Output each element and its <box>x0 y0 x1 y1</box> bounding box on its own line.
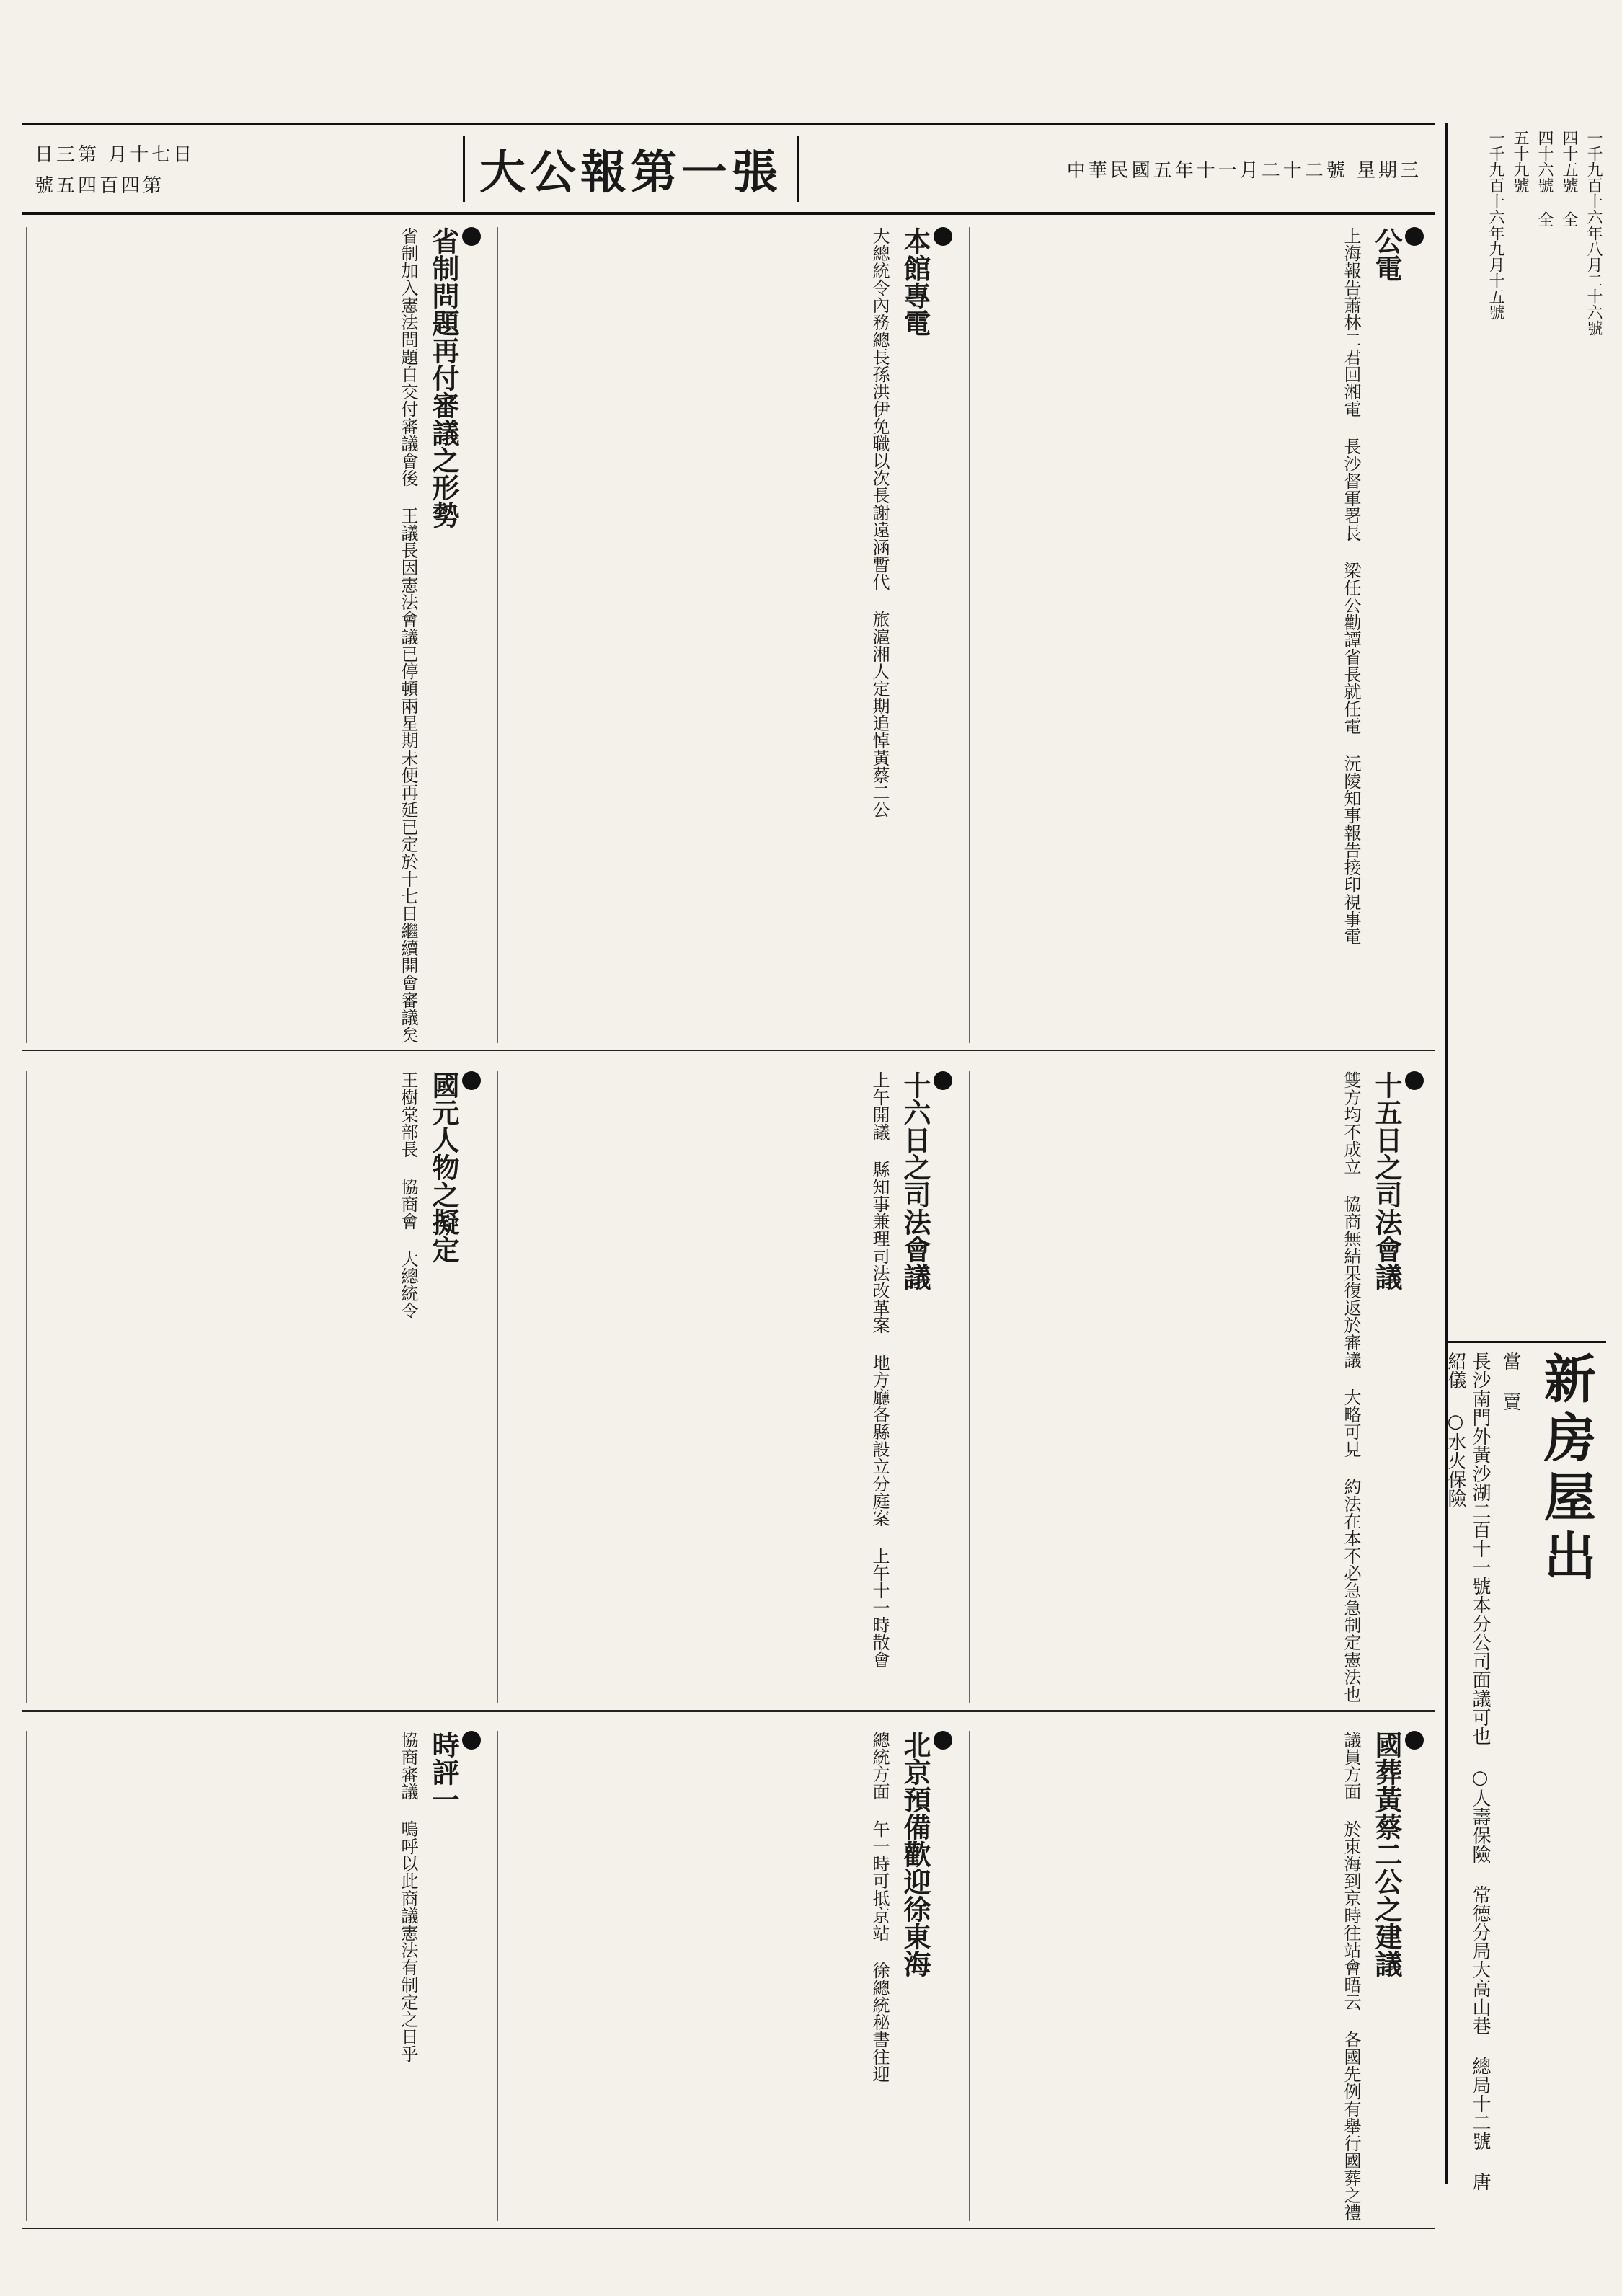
masthead-right-date: 中華民國五年十一月二十二號 星期三 <box>1066 159 1422 182</box>
article-headline: 時評一 <box>427 1731 460 1813</box>
notice-item: 四十五號 全 <box>1560 130 1578 227</box>
article-judicial-16 <box>497 1071 959 1703</box>
masthead-issue: 號五四百四第 <box>35 175 165 197</box>
article-body: 總統方面 午一時可抵京站 徐總統秘書往迎 <box>869 1731 890 2083</box>
article-commentary <box>26 1731 487 2221</box>
notice-item: 一千九百十六年八月二十六號 <box>1585 130 1603 336</box>
article-headline: 省制問題再付審議之形勢 <box>427 227 460 528</box>
bullet-icon <box>934 1731 952 1750</box>
bullet-icon <box>1405 227 1424 246</box>
right-panel <box>1445 123 1606 2191</box>
bullet-icon <box>1405 1071 1424 1090</box>
article-body: 上海報告蕭林二君回湘電 長沙督軍署長 梁任公勸譚省長就任電 沅陵知事報告接印視事電 <box>1341 227 1361 945</box>
article-special-dispatch <box>497 227 959 1043</box>
article-body: 省制加入憲法問題自交付審議會後 王議長因憲法會議已停頓兩星期未便再延已定於十七日繼續開會審議矣 <box>398 227 418 1043</box>
notice-item: 五十九號 <box>1511 130 1529 193</box>
notice-item: 一千九百十六年九月十五號 <box>1486 130 1504 320</box>
notice-item: 四十六號 全 <box>1535 130 1554 227</box>
masthead-right-info <box>1054 156 1435 182</box>
article-headline: 國葬黃蔡二公之建議 <box>1370 1731 1403 1977</box>
top-band <box>22 220 1435 1052</box>
article-judicial-15 <box>969 1071 1430 1703</box>
masthead <box>22 123 1435 215</box>
advertisement <box>1445 1343 1606 2211</box>
masthead-left-info <box>22 140 208 198</box>
newspaper-page <box>22 123 1604 2221</box>
article-welcome-xu <box>497 1731 959 2221</box>
article-headline: 北京預備歡迎徐東海 <box>899 1731 931 1977</box>
article-body: 大總統令內務總長孫洪伊免職以次長謝遠涵暫代 旅滬湘人定期追悼黃蔡二公 <box>869 227 890 818</box>
masthead-left-date: 日三第 月十七日 <box>35 144 195 166</box>
article-body: 議員方面 於東海到京時往站會晤云 各國先例有舉行國葬之禮 <box>1341 1731 1361 2221</box>
bottom-band <box>22 1724 1435 2230</box>
article-headline: 公電 <box>1370 227 1403 282</box>
article-cabinet-picks <box>26 1071 487 1703</box>
article-provincial-system <box>26 227 487 1043</box>
article-telegram <box>969 227 1430 1043</box>
article-headline: 十五日之司法會議 <box>1370 1071 1403 1290</box>
article-grid <box>22 220 1435 2221</box>
ad-title: 新房屋出 <box>1535 1352 1597 1588</box>
bullet-icon <box>1405 1731 1424 1750</box>
notice-listing <box>1448 123 1606 1343</box>
article-state-funeral <box>969 1731 1430 2221</box>
article-body: 上午開議 縣知事兼理司法改革案 地方廳各縣設立分庭案 上午十一時散會 <box>869 1071 890 1668</box>
article-headline: 本館專電 <box>899 227 931 337</box>
bullet-icon <box>462 227 481 246</box>
article-body: 王樹棠部長 協商會 大總統令 <box>398 1071 418 1319</box>
article-headline: 十六日之司法會議 <box>899 1071 931 1290</box>
bullet-icon <box>462 1071 481 1090</box>
ad-body: 長沙南門外黃沙湖二百十一號本分公司面議可也 ○人壽保險 常德分局大高山巷 總局十二號 唐紹儀 ○水火保險 <box>1445 1352 1491 2191</box>
article-body: 雙方均不成立 協商無結果復返於審議 大略可見 約法在本不必急急制定憲法也 <box>1341 1071 1361 1703</box>
article-headline: 國元人物之擬定 <box>427 1071 460 1263</box>
ad-subtitle: 當 賣 <box>1499 1352 1521 1411</box>
bullet-icon <box>934 1071 952 1090</box>
masthead-title: 大公報第一張 <box>463 136 799 202</box>
article-body: 協商審議 嗚呼以此商議憲法有制定之日乎 <box>398 1731 418 2062</box>
bullet-icon <box>934 227 952 246</box>
middle-band <box>22 1064 1435 1712</box>
bullet-icon <box>462 1731 481 1750</box>
